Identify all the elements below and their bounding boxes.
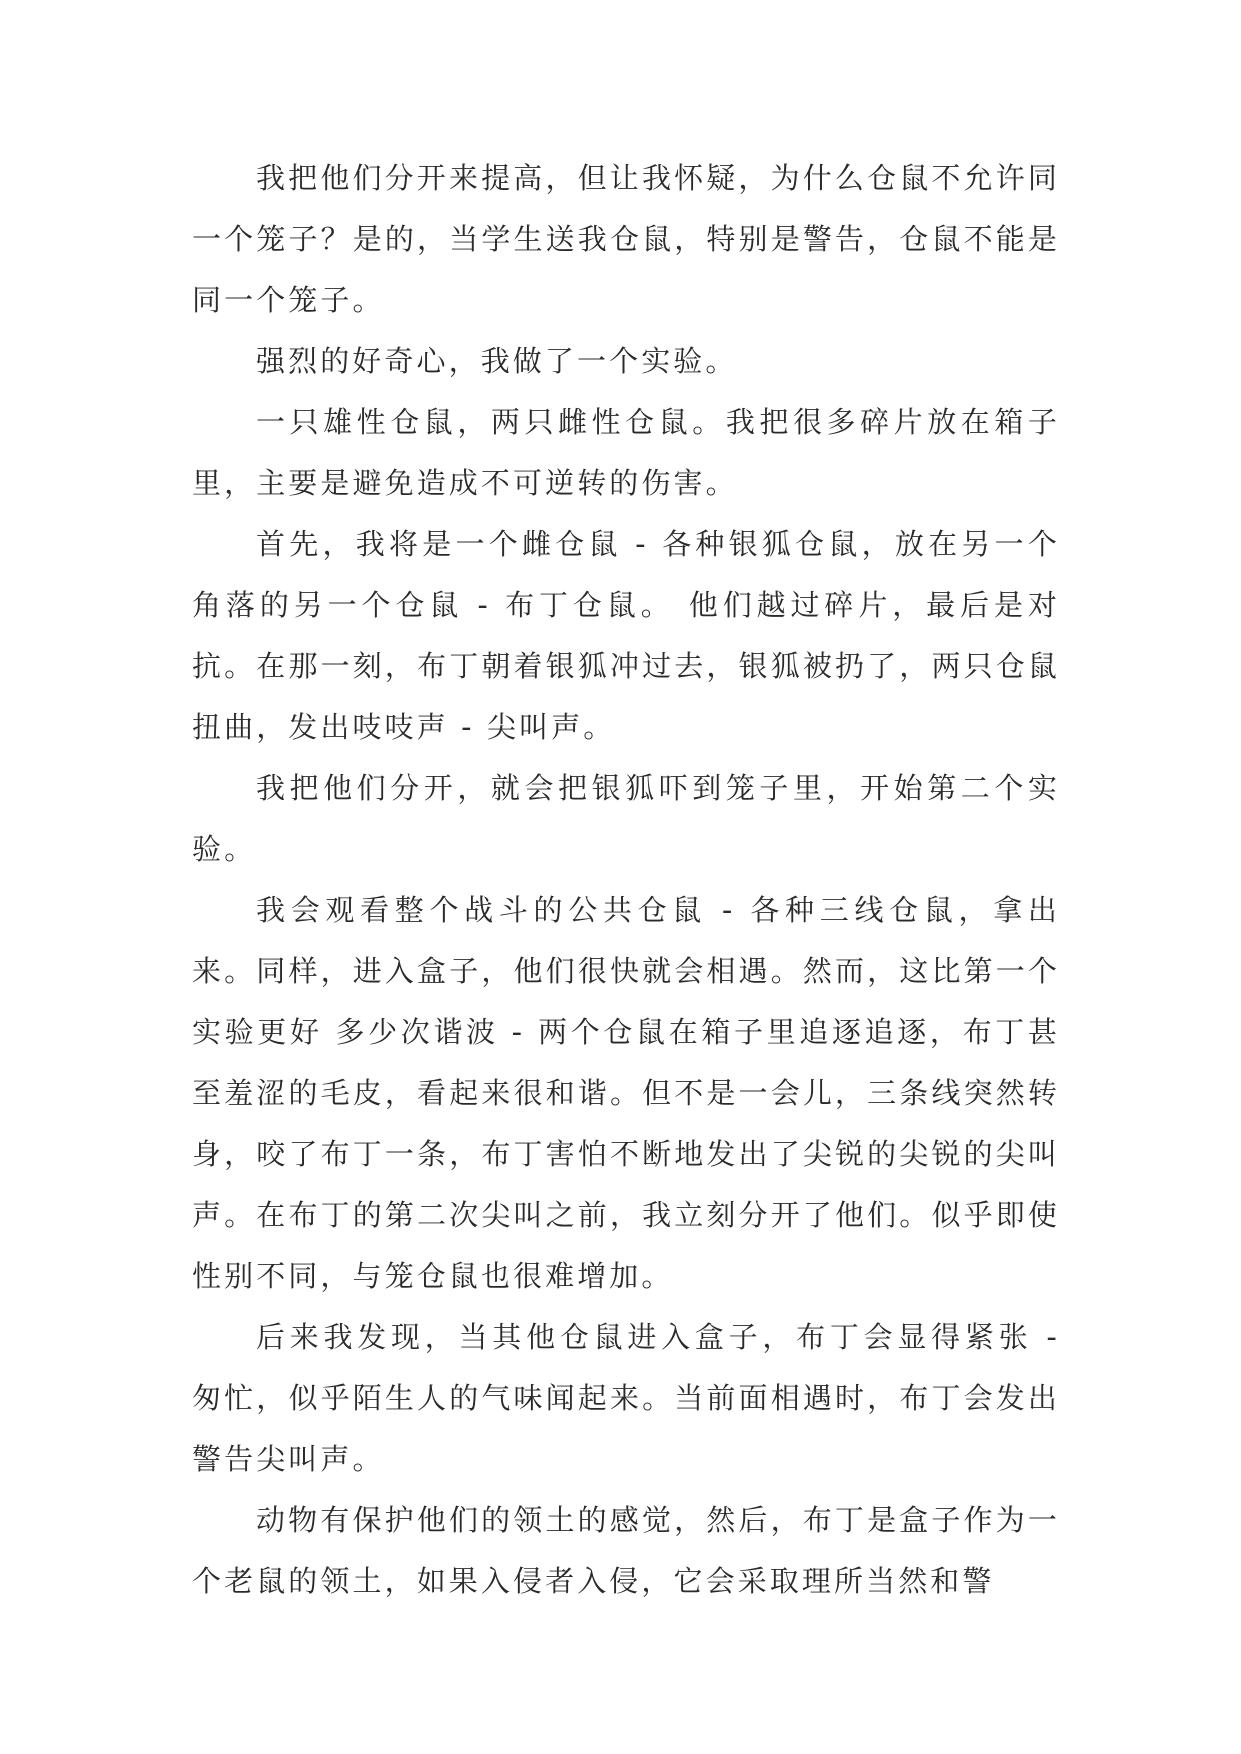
paragraph-7: 后来我发现，当其他仓鼠进入盒子，布丁会显得紧张 - 匆忙，似乎陌生人的气味闻起来。当前面相遇时，布丁会发出警告尖叫声。 bbox=[192, 1320, 1060, 1476]
paragraph-6: 我会观看整个战斗的公共仓鼠 - 各种三线仓鼠，拿出来。同样，进入盒子，他们很快就会相遇。然而，这比第一个实验更好 多少次谐波 - 两个仓鼠在箱子里追逐追逐，布丁甚至羞涩的毛皮，看起来很和谐。但不是一会儿，三条线突然转身，咬了布丁一条，布丁害怕不断地发出了尖锐的尖锐的尖叫声。在布丁的第二次尖叫之前，我立刻分开了他们。似乎即使性别不同，与笼仓鼠也很难增加。 bbox=[192, 893, 1060, 1293]
paragraph-1: 我把他们分开来提高，但让我怀疑，为什么仓鼠不允许同一个笼子？是的，当学生送我仓鼠，特别是警告，仓鼠不能是同一个笼子。 bbox=[192, 161, 1060, 317]
paragraph-5: 我把他们分开，就会把银狐吓到笼子里，开始第二个实验。 bbox=[192, 771, 1060, 866]
paragraph-8: 动物有保护他们的领土的感觉，然后，布丁是盒子作为一个老鼠的领土，如果入侵者入侵，它会采取理所当然和警 bbox=[192, 1503, 1060, 1598]
paragraph-3: 一只雄性仓鼠，两只雌性仓鼠。我把很多碎片放在箱子里，主要是避免造成不可逆转的伤害。 bbox=[192, 405, 1060, 500]
paragraph-4: 首先，我将是一个雌仓鼠 - 各种银狐仓鼠，放在另一个角落的另一个仓鼠 - 布丁仓鼠。 他们越过碎片，最后是对抗。在那一刻，布丁朝着银狐冲过去，银狐被扔了，两只仓鼠扭曲，发出吱吱声 - 尖叫声。 bbox=[192, 527, 1060, 744]
paragraph-2: 强烈的好奇心，我做了一个实验。 bbox=[256, 344, 738, 378]
document-body bbox=[192, 148, 1060, 1612]
